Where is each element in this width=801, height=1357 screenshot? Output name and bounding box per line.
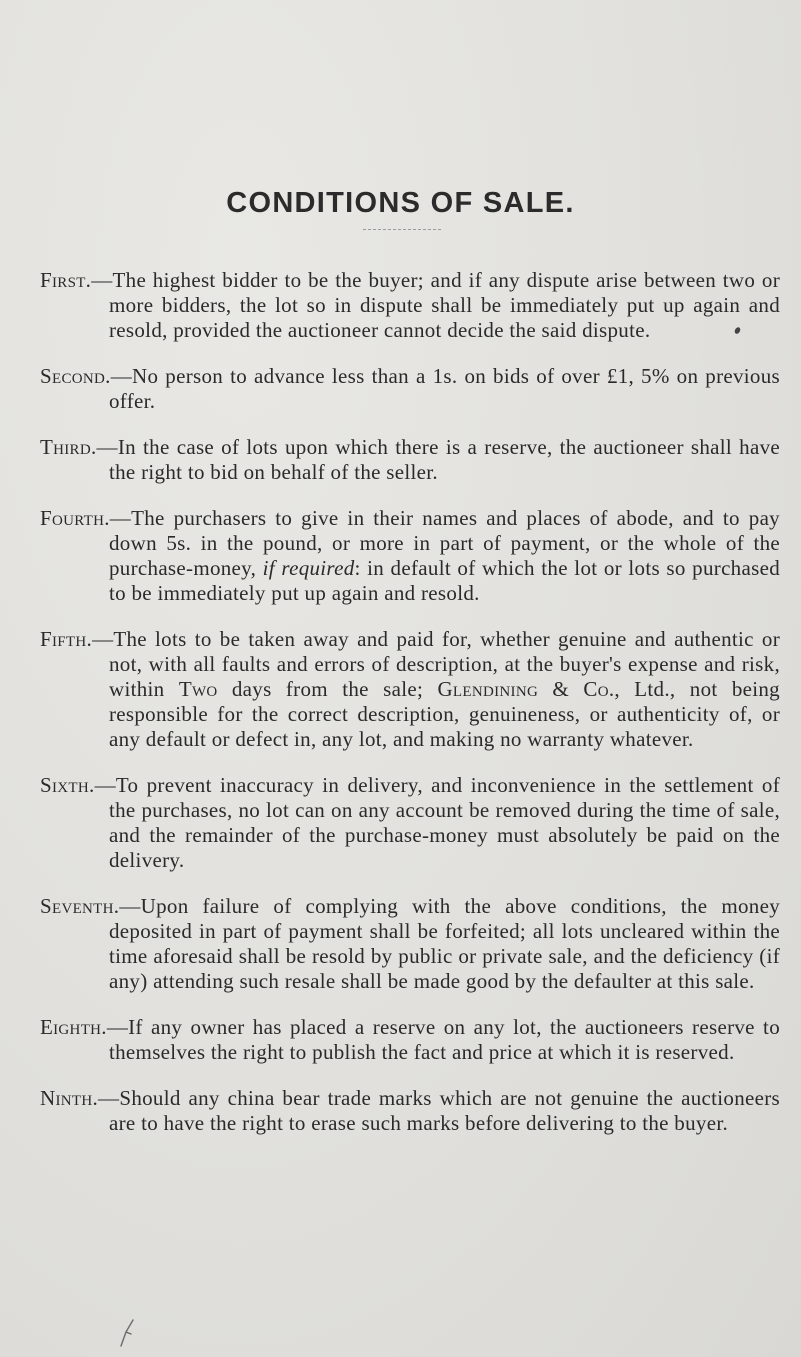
condition-text: —The purchasers to give in their names and places of abode, and to pay down 5s. in the pound, or more in part of payment, or the whole of the purchase-money, bbox=[109, 506, 780, 580]
condition-text: —If any owner has placed a reserve on any lot, the auctioneers reserve to themselves the right to publish the fact and price at which it is reserved. bbox=[106, 1015, 780, 1064]
condition-text: , Ltd., not being responsible for the correct description, genuineness, or authenticity of, or any default or defect in, any lot, and making no warranty whatever. bbox=[109, 677, 780, 751]
condition-first bbox=[40, 268, 780, 343]
condition-label: Third. bbox=[40, 435, 97, 459]
condition-seventh bbox=[40, 894, 780, 994]
pencil-mark bbox=[117, 1318, 139, 1348]
condition-text-italic: if required bbox=[262, 556, 355, 580]
condition-text: —Should any china bear trade marks which are not genuine the auctioneers are to have the right to erase such marks before delivering to the buyer. bbox=[98, 1086, 780, 1135]
condition-label: Fifth. bbox=[40, 627, 93, 651]
condition-text: days from the sale; bbox=[217, 677, 438, 701]
conditions-list bbox=[40, 247, 780, 1157]
condition-fourth bbox=[40, 506, 780, 606]
condition-text: : in default of which the lot or lots so purchased to be immediately put up again and resold. bbox=[109, 556, 780, 605]
condition-eighth bbox=[40, 1015, 780, 1065]
condition-label: Ninth. bbox=[40, 1086, 99, 1110]
condition-sixth bbox=[40, 773, 780, 873]
condition-text: —No person to advance less than a 1s. on bids of over £1, 5% on previous offer. bbox=[109, 364, 780, 413]
condition-label: Sixth. bbox=[40, 773, 95, 797]
condition-text: —The highest bidder to be the buyer; and if any dispute arise between two or more bidders, the lot so in dispute shall be immediately put up again and resold, provided the auctioneer cannot decide the said dispute. bbox=[91, 268, 780, 342]
condition-text: —The lots to be taken away and paid for, whether genuine and authentic or not, with all faults and errors of description, at the buyer's expense and risk, within bbox=[92, 627, 780, 701]
condition-label: Seventh. bbox=[40, 894, 120, 918]
condition-text: —Upon failure of complying with the above conditions, the money deposited in part of payment shall be forfeited; all lots uncleared within the time aforesaid shall be resold by public or private sale, and the deficiency (if any) attending such resale shall be made good by the defaulter at this sale. bbox=[109, 894, 780, 993]
page-title: CONDITIONS OF SALE. bbox=[226, 187, 575, 219]
condition-label: First. bbox=[40, 268, 92, 292]
condition-third bbox=[40, 435, 780, 485]
condition-text-small-caps: Two bbox=[178, 677, 218, 701]
condition-text: —To prevent inaccuracy in delivery, and inconvenience in the settlement of the purchases, no lot can on any account be removed during the time of sale, and the remainder of the purchase-money must absolutely be paid on the delivery. bbox=[94, 773, 780, 872]
condition-label: Eighth. bbox=[40, 1015, 107, 1039]
title-rule bbox=[363, 229, 441, 230]
condition-label: Fourth. bbox=[40, 506, 110, 530]
condition-ninth bbox=[40, 1086, 780, 1136]
condition-text: —In the case of lots upon which there is a reserve, the auctioneer shall have the right to bid on behalf of the seller. bbox=[96, 435, 780, 484]
auctioneer-name: Glendining & Co. bbox=[437, 677, 615, 701]
condition-label: Second. bbox=[40, 364, 111, 388]
condition-fifth bbox=[40, 627, 780, 752]
condition-second bbox=[40, 364, 780, 414]
